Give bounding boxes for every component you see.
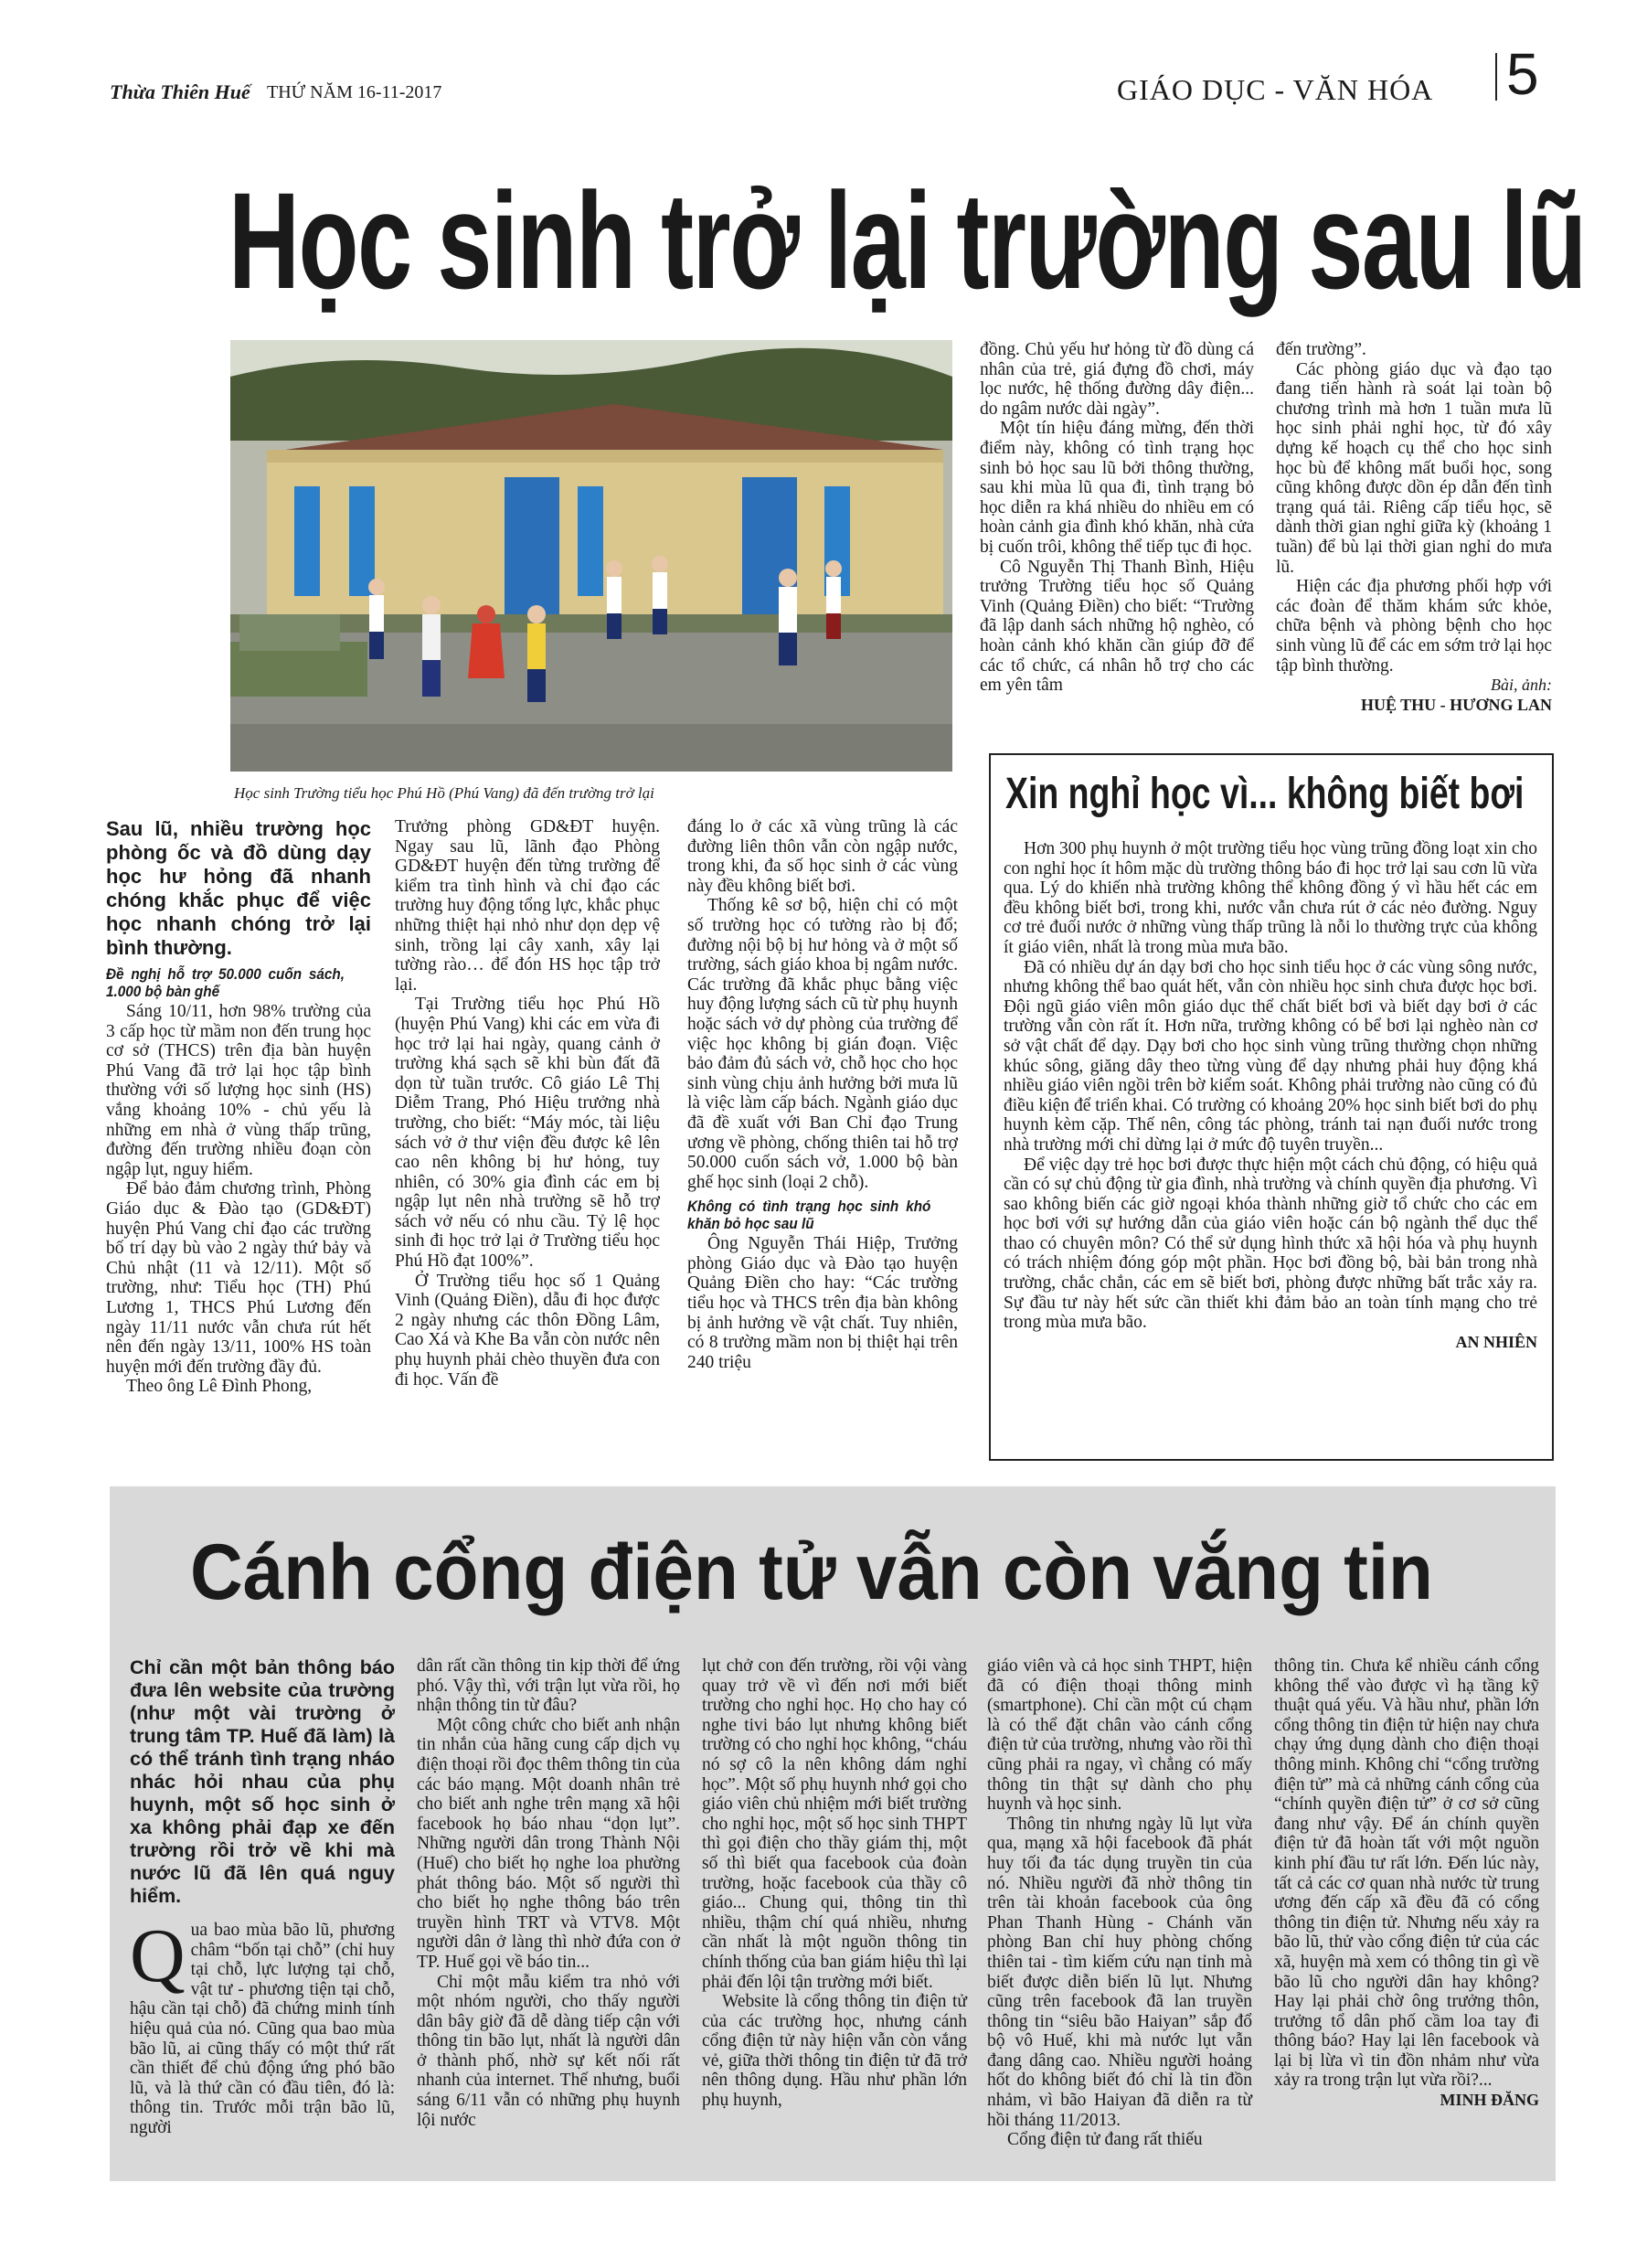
article2-column-2 — [417, 1656, 680, 2130]
school-photo-illustration — [230, 340, 952, 772]
paragraph: Trưởng phòng GD&ĐT huyện. Ngay sau lũ, lãnh đạo Phòng GD&ĐT huyện đến từng trường để kiểm tra tình hình và chỉ đạo các trường huy động tổng lực, khắc phục những thiệt hại nhỏ như dọn dẹp vệ sinh, trồng lại cây xanh, xây lại tường rào… để đón HS học tập trở lại. — [395, 817, 660, 995]
article2-headline: Cánh cổng điện tử vẫn còn vắng tin — [190, 1528, 1433, 1616]
issue-date: THỨ NĂM 16-11-2017 — [267, 82, 442, 102]
paragraph: Một tín hiệu đáng mừng, đến thời điểm này, không có tình trạng học sinh bỏ học sau lũ bởi thông thường, sau khi mùa lũ qua đi, tình trạng bỏ học diễn ra khá nhiều do nhiều em có hoàn cảnh gia đình khó khăn, nhà cửa bị cuốn trôi, không thể tiếp tục đi học. — [980, 419, 1254, 557]
drop-cap: Q — [130, 1913, 186, 1998]
photo-caption: Học sinh Trường tiểu học Phú Hồ (Phú Vang) đã đến trường trở lại — [234, 784, 654, 802]
paragraph: Ở Trường tiểu học số 1 Quảng Vinh (Quảng Điền), dẫu đi học được 2 ngày nhưng các thôn Đồng Lâm, Cao Xá và Khe Ba vẫn còn nước nên phụ huynh phải chèo thuyền đưa con đi học. Vấn đề — [395, 1271, 660, 1390]
paragraph: Cổng điện tử đang rất thiếu — [1007, 2130, 1203, 2150]
paragraph: Hiện các địa phương phối hợp với các đoàn để thăm khám sức khỏe, chữa bệnh và phòng bệnh cho học sinh vùng lũ để các em sớm trở lại học tập bình thường. — [1276, 577, 1552, 676]
paragraph: giáo viên và cả học sinh THPT, hiện đã có điện thoại thông minh (smartphone). Chỉ cần một cú chạm là có thể đặt chân vào cánh cổng điện tử của trường, nhưng vào rồi thì cũng phải ra ngay, vì chẳng có mấy thông tin thật sự dành cho phụ huynh và học sinh. — [987, 1656, 1252, 1815]
paragraph: đến trường”. — [1276, 340, 1366, 359]
article1-column-2 — [395, 817, 660, 1390]
article2-column-3 — [702, 1656, 967, 2111]
article2-lead: Chỉ cần một bản thông báo đưa lên website của trường (như một vài trường ở trung tâm TP. Huế đã làm) là có thể tránh tình trạng nháo nhác hỏi nhau của phụ huynh, một số học sinh ở xa không phải đạp xe đến trường rồi trở về khi mà nước lũ đã lên quá nguy hiểm. — [130, 1656, 395, 1907]
sidebar-box-body — [1004, 839, 1537, 1352]
section-title: GIÁO DỤC - VĂN HÓA — [1117, 73, 1434, 106]
article1-byline: HUỆ THU - HƯƠNG LAN — [1360, 695, 1552, 714]
school-photo — [230, 340, 952, 772]
paragraph: Website là cổng thông tin điện tử của các trường học, nhưng cánh cổng điện tử này hiện vẫn còn vắng vẻ, giữa thời thông tin điện tử đã trở nên thông dụng. Hầu như phần lớn phụ huynh, — [702, 1992, 967, 2111]
paragraph: Chỉ một mẫu kiểm tra nhỏ với một nhóm người, cho thấy người dân bây giờ đã dễ dàng tiếp cận với thông tin bão lụt, nhất là người dân ở thành phố, nhờ sự kết nối rất nhanh của internet. Thế nhưng, buổi sáng 6/11 vẫn có những phụ huynh lội nước — [417, 1972, 680, 2130]
paper-name: Thừa Thiên Huế — [110, 80, 250, 103]
paragraph: Ông Nguyễn Thái Hiệp, Trưởng phòng Giáo dục và Đào tạo huyện Quảng Điền cho hay: “Các trường tiểu học và THCS trên địa bàn không bị ảnh hưởng về vật chất. Tuy nhiên, có 8 trường mầm non bị thiệt hại trên 240 triệu — [687, 1234, 958, 1372]
article1-headline: Học sinh trở lại trường sau lũ — [228, 164, 1586, 317]
sidebar-box-byline: AN NHIÊN — [1455, 1332, 1537, 1351]
article2-byline: MINH ĐĂNG — [1440, 2091, 1539, 2110]
page-number: 5 — [1506, 41, 1539, 107]
paragraph: đồng. Chủ yếu hư hỏng từ đồ dùng cá nhân của trẻ, giá đựng đồ chơi, máy lọc nước, hệ thống đường dây điện... do ngâm nước dài ngày”. — [980, 340, 1254, 419]
article1-lead: Sau lũ, nhiều trường học phòng ốc và đồ dùng dạy học hư hỏng đã nhanh chóng khắc phục để việc học nhanh chóng trở lại bình thường. — [106, 817, 371, 959]
article2-column-5 — [1274, 1656, 1539, 2111]
paragraph: Hơn 300 phụ huynh ở một trường tiểu học vùng trũng đồng loạt xin cho con nghỉ học ít hôm mặc dù trường thông báo đi học trở lại sau cơn lũ vừa qua. Lý do khiến nhà trường không thể không đồng ý vì hầu hết các em đều không biết bơi, trong khi, nước vẫn chưa rút ở các nẻo đường. Nguy cơ trẻ đuối nước ở những vùng thấp trũng là nỗi lo thường trực của không ít giáo viên, nhất là trong mùa mưa bão. — [1004, 839, 1537, 957]
header-divider — [1495, 53, 1497, 101]
paragraph: lụt chở con đến trường, rồi vội vàng quay trở về vì đến nơi mới biết trường cho nghỉ học. Họ cho hay có nghe tivi báo lụt nhưng không biết trường có cho nghỉ học không, “cháu nó sợ cô la nên không dám nghỉ học”. Một số phụ huynh nhớ gọi cho giáo viên chủ nhiệm mới biết trường cho nghỉ học, một số học sinh THPT thì gọi điện cho thầy giám thị, một số thì biết qua facebook của đoàn trường, hoặc facebook của thầy cô giáo... Chung qui, thông tin thì nhiều, thậm chí quá nhiều, nhưng cần nhất là một nguồn thông tin chính thống của ban giám hiệu thì lại phải đến lội tận trường mới biết. — [702, 1656, 968, 1992]
paragraph: Thống kê sơ bộ, hiện chỉ có một số trường học có tường rào bị đổ; đường nội bộ bị hư hỏng và ở một số trường, sách giáo khoa bị ngâm nước. Các trường đã khắc phục bằng việc huy động lượng sách cũ từ phụ huynh hoặc sách vở dự phòng của trường để việc học không bị gián đoạn. Việc bảo đảm đủ sách vở, chỗ học cho học sinh vùng chịu ảnh hưởng bởi mưa lũ là việc làm cấp bách. Ngành giáo dục đã đề xuất với Ban Chỉ đạo Trung ương về phòng, chống thiên tai hỗ trợ 50.000 cuốn sách vở, 1.000 bộ bàn ghế học sinh (loại 2 chỗ). — [687, 896, 958, 1192]
paragraph — [130, 1913, 395, 2138]
article1-column-5 — [1276, 340, 1552, 715]
paragraph: Theo ông Lê Đình Phong, — [126, 1377, 313, 1397]
article1-subhead-2: Không có tình trạng học sinh khó khăn bỏ học sau lũ — [687, 1198, 931, 1233]
paragraph: Các phòng giáo dục và đạo tạo đang tiến hành rà soát lại toàn bộ chương trình mà hơn 1 tuần mưa lũ học sinh phải nghỉ học, từ đó xây dựng kế hoạch cụ thể cho học sinh học bù để không mất buổi học, song cũng không được dồn ép dẫn đến tình trạng quá tải. Riêng cấp tiểu học, sẽ dành thời gian nghỉ giữa kỳ (khoảng 1 tuần) để bù lại thời gian nghỉ do mưa lũ. — [1276, 359, 1552, 577]
paragraph: thông tin. Chưa kể nhiều cánh cổng không thể vào được vì hạ tầng kỹ thuật quá yếu. Và hầu như, phần lớn cổng thông tin điện tử hiện nay chưa chạy ứng dụng dành cho điện thoại thông minh. Không chỉ “cổng trường điện tử” mà cả những cánh cổng của “chính quyền điện tử” ở cơ sở cũng đang như vậy. Để án chính quyền điện tử đã hoàn tất với một nguồn kinh phí đầu tư rất lớn. Đến lúc này, tất cả các cơ quan nhà nước từ trung ương đến cấp xã đều đã có cổng thông tin điện tử. Nhưng nếu xảy ra bão lũ, thử vào cổng điện tử của các xã, huyện mà xem có thông tin gì về bão lũ cho người dân hay không? Hay lại phải chờ ông trưởng thôn, trưởng tổ dân phố cầm loa tay đi thông báo? Hay lại lên facebook và lại bị lừa vì tin đồn nhảm như vừa xảy ra trong trận lụt vừa rồi?... — [1274, 1656, 1539, 2091]
paragraph: Đã có nhiều dự án dạy bơi cho học sinh tiểu học ở các vùng sông nước, nhưng không thể bao quát hết, vẫn còn nhiều học sinh chưa được học bơi. Đội ngũ giáo viên môn giáo dục thể chất biết bơi và biết dạy bơi ở các trường vẫn còn rất ít. Hơn nữa, trường không có bể bơi lại nghèo nàn cơ sở vật chất để dạy. Dạy bơi cho học sinh vùng trũng thường chọn những khúc sông, giăng dây theo từng vùng để dạy nhưng phải huy động khá nhiều giáo viên ngồi trên bờ kiểm soát. Không phải trường nào cũng có đủ điều kiện để triển khai. Có trường có khoảng 20% học sinh biết bơi do phụ huynh kèm cặp. Thế nên, công tác phòng, tránh tai nạn đuối nước trong nhà trường mới chỉ dừng lại ở mức độ tuyên truyền... — [1004, 957, 1537, 1155]
article1-column-4 — [980, 340, 1254, 696]
article1-column-1 — [106, 817, 371, 1397]
paragraph: Để bảo đảm chương trình, Phòng Giáo dục & Đào tạo (GD&ĐT) huyện Phú Vang chỉ đạo các trường bố trí dạy bù vào 2 ngày thứ bảy và Chủ nhật (11 và 12/11). Một số trường, như: Tiểu học (TH) Phú Lương 1, THCS Phú Lương đến ngày 11/11 nước vẫn chưa rút hết nên đến ngày 13/11, 100% HS toàn huyện mới đến trường đầy đủ. — [106, 1179, 371, 1377]
article1-subhead-1: Đề nghị hỗ trợ 50.000 cuốn sách, 1.000 bộ bàn ghế — [106, 965, 345, 1000]
article1-column-3 — [687, 817, 958, 1372]
paragraph: Một công chức cho biết anh nhận tin nhắn của hãng cung cấp dịch vụ điện thoại rồi đọc thêm thông tin của các báo mạng. Một doanh nhân trẻ cho biết anh nghe trên mạng xã hội facebook họ báo nhau “dọn lụt”. Những người dân trong Thành Nội (Huế) cho biết họ nghe loa phường phát thông báo. Một số người thì cho biết họ nghe thông báo trên truyền hình TRT và VTV8. Một người dân ở làng thì nhờ đứa con ở TP. Huế gọi về báo tin... — [417, 1715, 680, 1972]
paragraph: Sáng 10/11, hơn 98% trường của 3 cấp học từ mầm non đến trung học cơ sở (THCS) trên địa bàn huyện Phú Vang đã trở lại học tập bình thường với số lượng học sinh (HS) vắng khoảng 10% - chủ yếu là những em nhà ở vùng thấp trũng, đường đến trường nhiều đoạn còn ngập lụt, nguy hiểm. — [106, 1002, 371, 1179]
paragraph-text: ua bao mùa bão lũ, phương châm “bốn tại chỗ” (chỉ huy tại chỗ, lực lượng tại chỗ, vật tư - phương tiện tại chỗ, hậu cần tại chỗ) đã chứng minh tính hiệu quả của nó. Cũng qua bao mùa bão lũ, ai cũng thấy có một thứ rất cần thiết để chủ động ứng phó bão lũ, và là thứ cần có đầu tiên, đó là: thông tin. Trước mỗi trận bão lũ, người — [130, 1921, 395, 2137]
paragraph: Tại Trường tiểu học Phú Hồ (huyện Phú Vang) khi các em vừa đi học trở lại hai ngày, quang cảnh ở trường khá sạch sẽ khi bùn đất đã dọn từ tuần trước. Cô giáo Lê Thị Diễm Trang, Phó Hiệu trưởng nhà trường, cho biết: “Máy móc, tài liệu sách vở ở thư viện đều được kê lên cao nên không bị hư hỏng, tuy nhiên, có 30% gia đình các em bị ngập lụt nên nhà trường sẽ hỗ trợ sách vở nếu có nhu cầu. Tỷ lệ học sinh đi học trở lại ở Trường tiểu học Phú Hồ đạt 100%”. — [395, 995, 660, 1272]
paragraph: đáng lo ở các xã vùng trũng là các đường liên thôn vẫn còn ngập nước, trong khi, đa số học sinh ở các vùng này đều không biết bơi. — [687, 817, 958, 896]
paragraph: Thông tin nhưng ngày lũ lụt vừa qua, mạng xã hội facebook đã phát huy tối đa tác dụng truyền tin của nó. Nhiều người đã nhờ thông tin trên tài khoản facebook của ông Phan Thanh Hùng - Chánh văn phòng Ban chỉ huy phòng chống thiên tai - tìm kiếm cứu nạn tỉnh mà biết được diễn biến lũ lụt. Nhưng cũng trên facebook đã lan truyền thông tin “siêu bão Haiyan” sắp đổ bộ vô Huế, khi mà nước lụt vẫn đang dâng cao. Nhiều người hoảng hốt do không biết đó chỉ là tin đồn nhảm, vì bão Haiyan đã diễn ra từ hồi tháng 11/2013. — [987, 1814, 1252, 2130]
article2-column-4 — [987, 1656, 1252, 2150]
paragraph: Cô Nguyễn Thị Thanh Bình, Hiệu trưởng Trường tiểu học số Quảng Vinh (Quảng Điền) cho biết: “Trường đã lập danh sách những hộ nghèo, có hoàn cảnh khó khăn cần giúp đỡ để các tổ chức, cá nhân hỗ trợ cho các em yên tâm — [980, 557, 1254, 696]
sidebar-box — [989, 753, 1554, 1461]
article2-column-1 — [130, 1656, 395, 2138]
paragraph: Để việc dạy trẻ học bơi được thực hiện một cách chủ động, có hiệu quả cần có sự chủ động từ gia đình, nhà trường và chính quyền địa phương. Vì sao không biến các giờ ngoại khóa thành những giờ tổ chức cho các em học bơi với sự hướng dẫn của giáo viên hoặc cán bộ ngành thể dục thể thao có chuyên môn? Có thể sử dụng hình thức xã hội hóa và phụ huynh có trách nhiệm đóng góp một phần. Học bơi đồng bộ, bài bản trong nhà trường, chắc chắn, các em sẽ biết bơi, phòng được những bất trắc xảy ra. Sự đầu tư này hết sức cần thiết khi đảm bảo an toàn tính mạng cho trẻ trong mùa mưa bão. — [1004, 1155, 1537, 1333]
paragraph: dân rất cần thông tin kịp thời để ứng phó. Vậy thì, với trận lụt vừa rồi, họ nhận thông tin từ đâu? — [417, 1656, 680, 1716]
sidebar-box-title: Xin nghỉ học vì... không biết bơi — [1005, 770, 1525, 818]
byline-label: Bài, ảnh: — [1491, 676, 1552, 695]
